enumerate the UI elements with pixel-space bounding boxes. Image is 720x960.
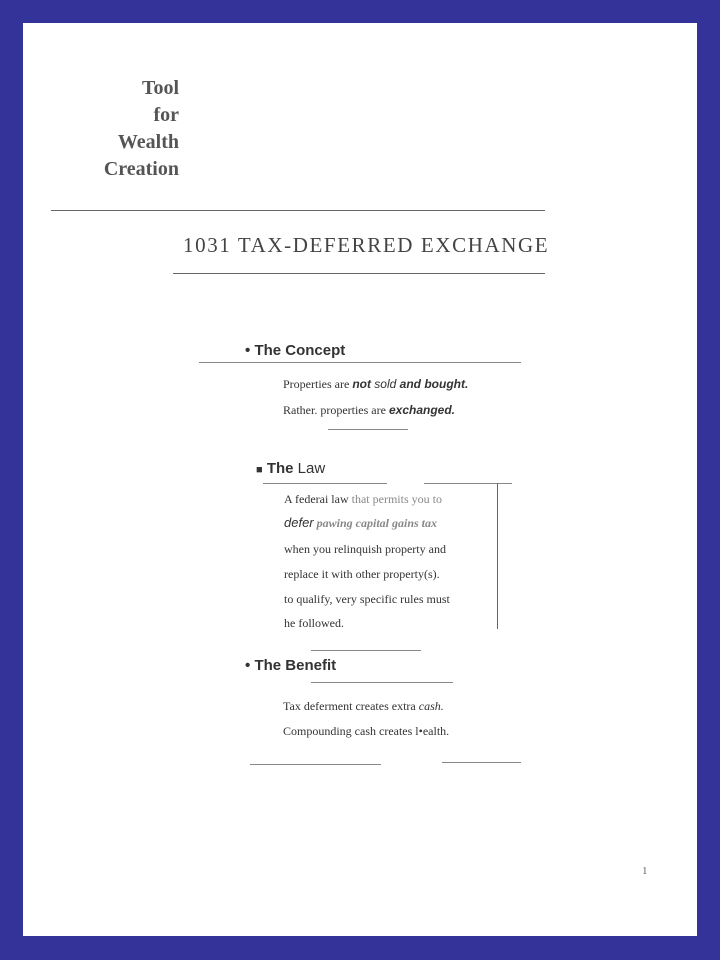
benefit-heading-text: The Benefit <box>254 657 337 674</box>
emphasis-cash: cash. <box>418 699 444 713</box>
title-underline <box>173 273 545 274</box>
text-span: A federai law <box>284 492 349 506</box>
law-line-5: to qualify, very specific rules must <box>284 592 450 606</box>
emphasis-exchanged: exchanged. <box>388 403 455 417</box>
law-side-bar <box>497 483 498 629</box>
text-span: that permits you to <box>348 492 442 506</box>
law-underline-right <box>424 483 512 484</box>
law-line-3: when you relinquish property and <box>284 542 446 556</box>
side-title-line: Tool <box>141 77 179 99</box>
text-span: Properties are <box>283 377 353 391</box>
bullet-icon: • <box>245 342 251 359</box>
page-title: 1031 TAX-DEFERRED EXCHANGE <box>183 233 550 257</box>
side-title-line: Wealth <box>117 131 179 153</box>
emphasis-sold: sold <box>370 377 397 391</box>
law-line-4: replace it with other property(s). <box>284 567 440 581</box>
benefit-heading <box>245 657 336 674</box>
concept-heading-text: The Concept <box>254 342 346 359</box>
top-divider <box>51 210 545 211</box>
text-span: Tax deferment creates extra <box>283 699 419 713</box>
concept-heading <box>245 342 345 359</box>
concept-line-2 <box>283 403 455 418</box>
concept-underline <box>199 362 521 363</box>
law-line-2 <box>284 515 437 531</box>
side-title <box>83 75 179 183</box>
side-title-line: for <box>153 104 179 126</box>
benefit-end-rule-right <box>442 762 521 763</box>
law-line-6: he followed. <box>284 616 344 630</box>
concept-end-rule <box>328 429 408 430</box>
law-heading-text-b: Law <box>293 460 326 477</box>
law-underline-left <box>263 483 387 484</box>
benefit-line-2: Compounding cash creates l•ealth. <box>283 724 450 738</box>
page-number: 1 <box>642 865 648 877</box>
emphasis-capital-gains: pawing capital gains tax <box>313 516 437 530</box>
benefit-underline <box>311 682 453 683</box>
emphasis-not: not <box>352 377 371 391</box>
benefit-end-rule-left <box>250 764 381 765</box>
concept-line-1 <box>283 377 468 392</box>
emphasis-bought: and bought. <box>396 377 469 391</box>
emphasis-defer: defer <box>284 515 314 530</box>
text-span: Rather. properties are <box>283 403 389 417</box>
law-end-rule <box>311 650 421 651</box>
document-page <box>23 23 697 936</box>
bullet-icon: • <box>245 657 251 674</box>
law-line-1 <box>284 492 442 507</box>
square-bullet-icon: ■ <box>256 464 263 476</box>
benefit-line-1 <box>283 699 444 714</box>
law-heading-text-a: The <box>266 460 294 477</box>
law-heading <box>256 460 325 477</box>
side-title-line: Creation <box>103 158 179 180</box>
